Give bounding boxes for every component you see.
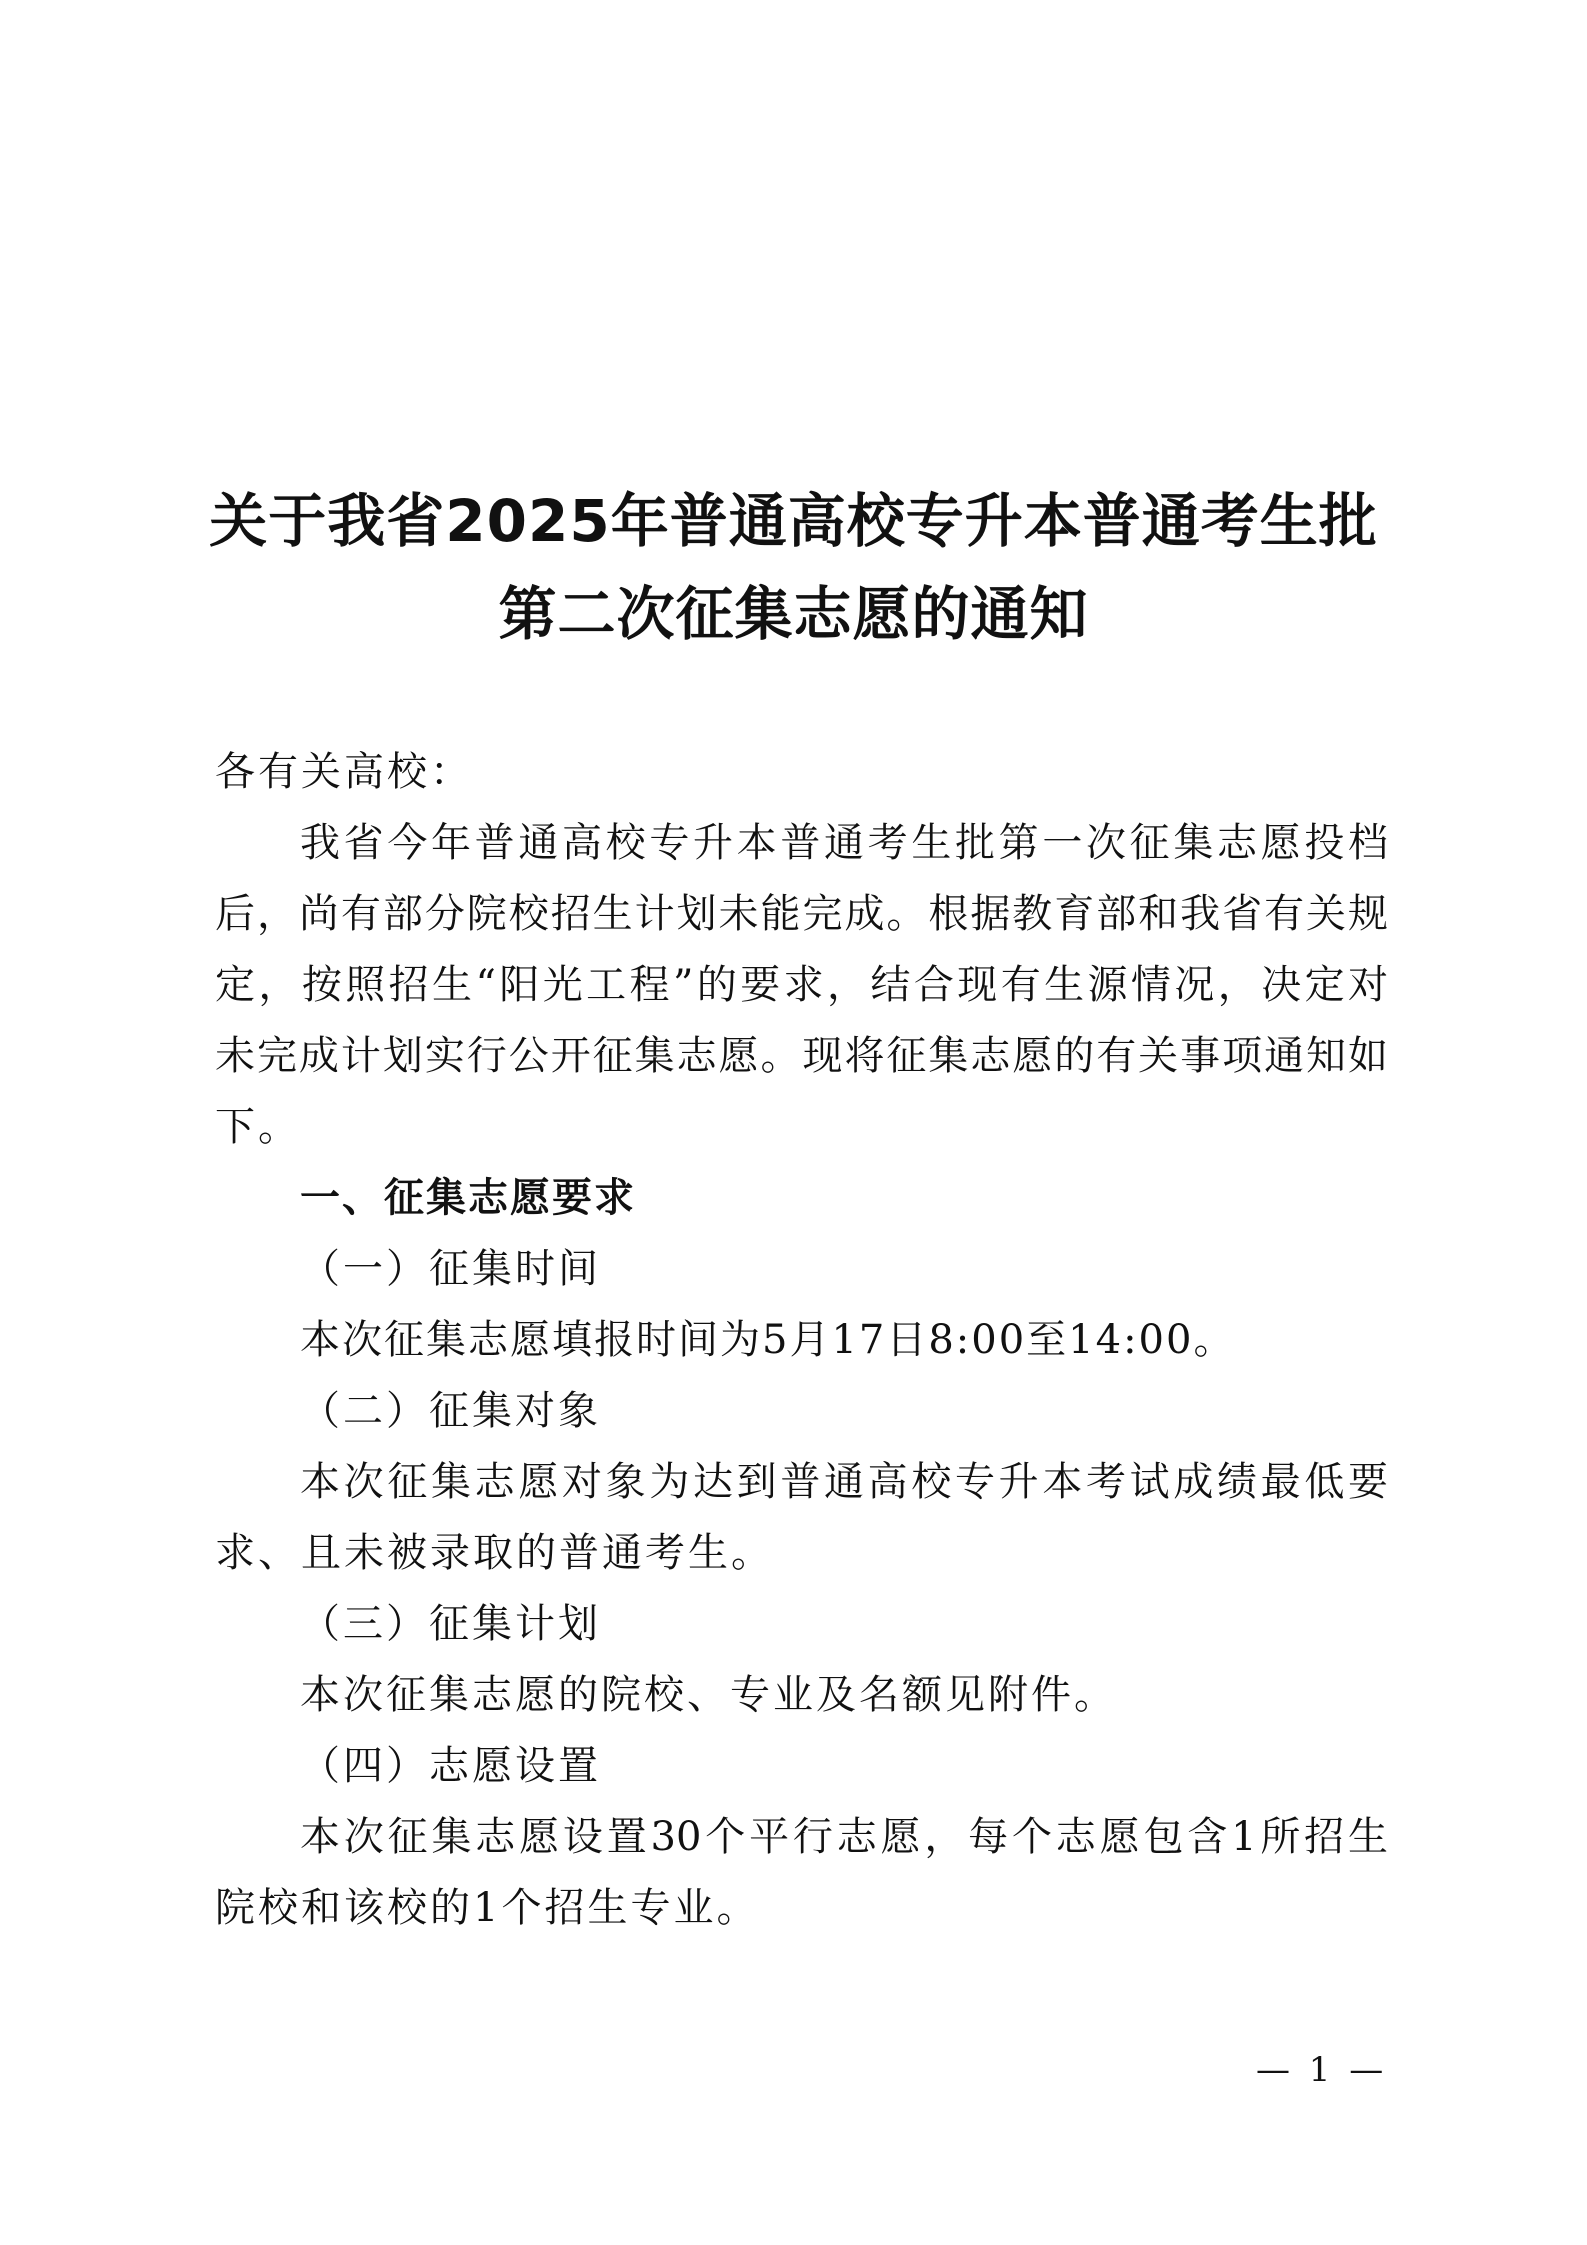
subsection-3-text: 本次征集志愿的院校、专业及名额见附件。 [300,1672,1117,1718]
subsection-4-heading: （四）志愿设置 [300,1743,601,1789]
page-number: — 1 — [1256,2050,1388,2090]
subsection-2-line-2: 求、且未被录取的普通考生。 [215,1530,774,1576]
salutation: 各有关高校： [215,749,473,795]
subsection-3-heading: （三）征集计划 [300,1601,601,1647]
document-title-line-2: 第二次征集志愿的通知 [498,580,1089,648]
section-1-heading: 一、征集志愿要求 [300,1175,636,1221]
subsection-4-line-1: 本次征集志愿设置30个平行志愿，每个志愿包含1所招生 [300,1814,1388,1860]
intro-line-3: 定，按照招生“阳光工程”的要求，结合现有生源情况，决定对 [215,962,1388,1008]
subsection-1-heading: （一）征集时间 [300,1246,601,1292]
intro-line-2: 后，尚有部分院校招生计划未能完成。根据教育部和我省有关规 [215,891,1388,937]
subsection-4-line-2: 院校和该校的1个招生专业。 [215,1885,760,1931]
intro-line-4: 未完成计划实行公开征集志愿。现将征集志愿的有关事项通知如 [215,1033,1388,1079]
subsection-2-heading: （二）征集对象 [300,1388,601,1434]
document-title-line-1: 关于我省2025年普通高校专升本普通考生批 [209,487,1378,555]
subsection-1-text: 本次征集志愿填报时间为5月17日8:00至14:00。 [300,1317,1236,1363]
intro-line-5: 下。 [215,1104,301,1150]
subsection-2-line-1: 本次征集志愿对象为达到普通高校专升本考试成绩最低要 [300,1459,1388,1505]
intro-line-1: 我省今年普通高校专升本普通考生批第一次征集志愿投档 [300,820,1388,866]
